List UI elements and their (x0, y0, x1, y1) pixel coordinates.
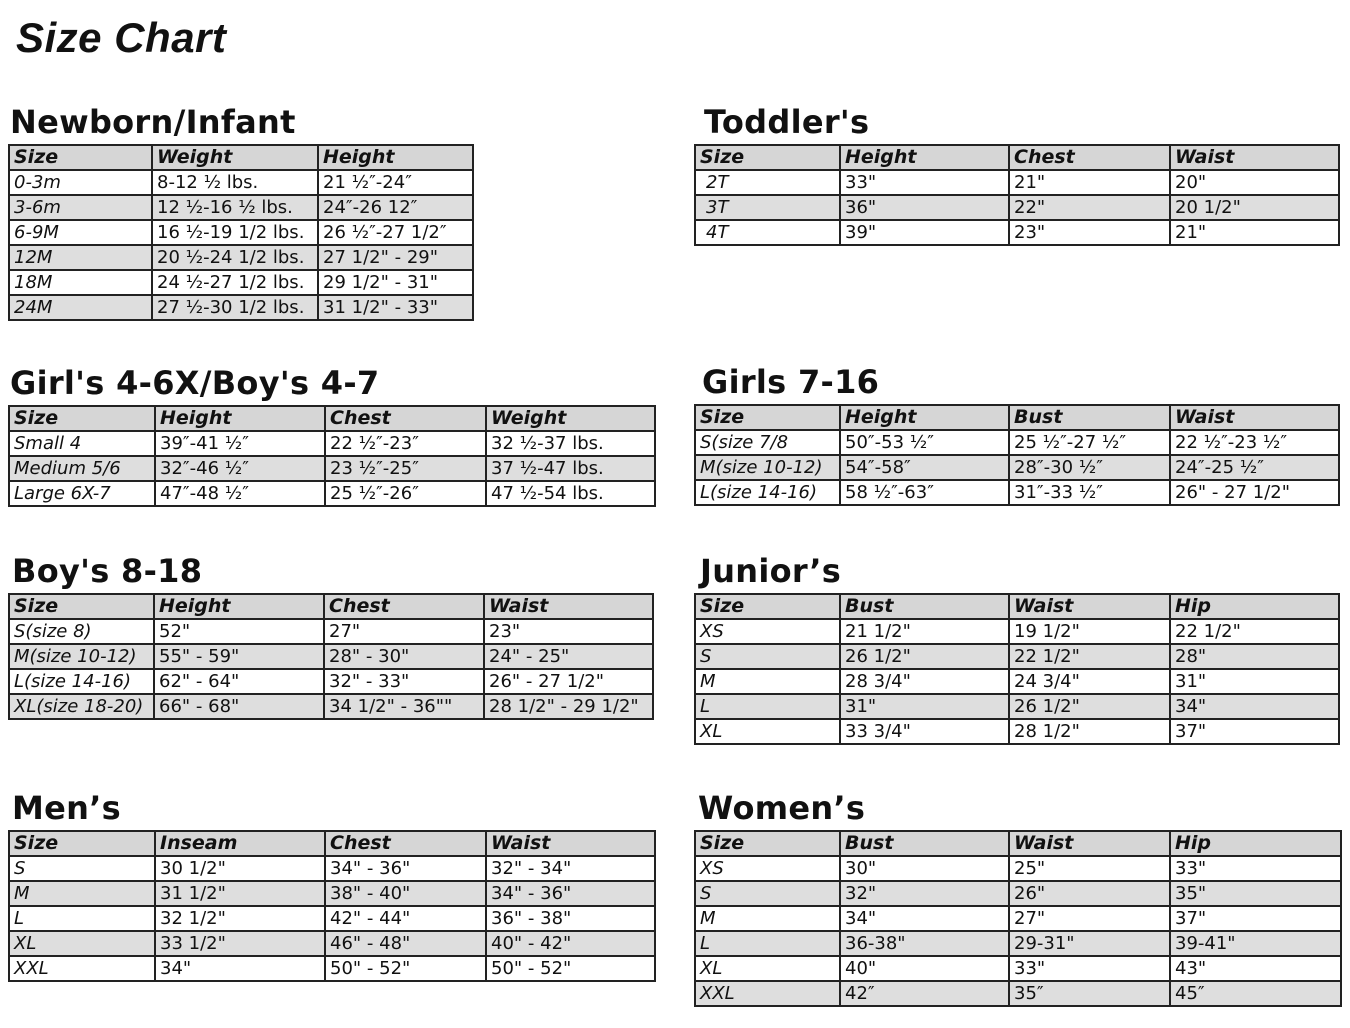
value-cell: 52" (154, 619, 324, 644)
value-cell: 38" - 40" (325, 881, 486, 906)
table-row (9, 856, 655, 881)
value-cell: 36" - 38" (486, 906, 655, 931)
size-cell: S (695, 644, 840, 669)
value-cell: 27 1/2" - 29" (318, 245, 473, 270)
table-row (695, 220, 1339, 245)
column-header: Height (154, 594, 324, 619)
value-cell: 25 ½″-27 ½″ (1009, 430, 1170, 455)
size-cell: 0-3m (9, 170, 152, 195)
size-cell: M (695, 906, 840, 931)
section-heading: Girls 7-16 (702, 363, 880, 401)
column-header: Inseam (155, 831, 325, 856)
table-row (695, 856, 1341, 881)
column-header: Waist (1170, 145, 1339, 170)
size-cell: M (9, 881, 155, 906)
column-header: Bust (840, 831, 1009, 856)
size-cell: L(size 14-16) (695, 480, 840, 505)
size-cell: XS (695, 619, 840, 644)
size-cell: S(size 7/8 (695, 430, 840, 455)
value-cell: 62" - 64" (154, 669, 324, 694)
value-cell: 29 1/2" - 31" (318, 270, 473, 295)
column-header: Size (9, 145, 152, 170)
column-header: Waist (1009, 831, 1170, 856)
table-row (9, 931, 655, 956)
value-cell: 34 1/2" - 36"" (324, 694, 484, 719)
size-cell: 6-9M (9, 220, 152, 245)
size-table (694, 404, 1340, 506)
section-heading: Junior’s (700, 552, 842, 590)
value-cell: 22 1/2" (1170, 619, 1339, 644)
size-table (694, 830, 1342, 1007)
value-cell: 42" - 44" (325, 906, 486, 931)
column-header: Size (9, 406, 155, 431)
column-header: Waist (486, 831, 655, 856)
value-cell: 32″-46 ½″ (155, 456, 325, 481)
column-header: Size (695, 145, 840, 170)
value-cell: 22 1/2" (1009, 644, 1170, 669)
table-row (695, 480, 1339, 505)
size-cell: 24M (9, 295, 152, 320)
column-header: Height (840, 145, 1009, 170)
value-cell: 33 1/2" (155, 931, 325, 956)
value-cell: 23 ½″-25″ (325, 456, 486, 481)
table-row (695, 644, 1339, 669)
table-row (695, 669, 1339, 694)
value-cell: 33" (1009, 956, 1170, 981)
value-cell: 20" (1170, 170, 1339, 195)
value-cell: 31" (840, 694, 1009, 719)
size-cell: M(size 10-12) (9, 644, 154, 669)
section-juniors (694, 553, 1340, 745)
value-cell: 23" (1009, 220, 1170, 245)
section-heading: Girl's 4-6X/Boy's 4-7 (10, 364, 380, 402)
value-cell: 35" (1170, 881, 1341, 906)
size-table (694, 144, 1340, 246)
value-cell: 22" (1009, 195, 1170, 220)
value-cell: 28 3/4" (840, 669, 1009, 694)
value-cell: 21" (1170, 220, 1339, 245)
value-cell: 26" - 27 1/2" (484, 669, 653, 694)
column-header: Bust (840, 594, 1009, 619)
value-cell: 46" - 48" (325, 931, 486, 956)
table-row (9, 881, 655, 906)
column-header: Weight (152, 145, 318, 170)
value-cell: 45″ (1170, 981, 1341, 1006)
table-header-row (695, 831, 1341, 856)
value-cell: 40" (840, 956, 1009, 981)
column-header: Size (695, 405, 840, 430)
value-cell: 33" (1170, 856, 1341, 881)
value-cell: 24″-26 12″ (318, 195, 473, 220)
value-cell: 34" (1170, 694, 1339, 719)
value-cell: 32" - 34" (486, 856, 655, 881)
table-row (9, 456, 655, 481)
value-cell: 26" (1009, 881, 1170, 906)
column-header: Waist (1170, 405, 1339, 430)
size-cell: 2T (695, 170, 840, 195)
value-cell: 21" (1009, 170, 1170, 195)
size-table (694, 593, 1340, 745)
size-table (8, 405, 656, 507)
size-cell: S(size 8) (9, 619, 154, 644)
page-title: Size Chart (16, 14, 227, 61)
table-row (695, 195, 1339, 220)
table-row (9, 220, 473, 245)
section-heading: Newborn/Infant (10, 103, 296, 141)
size-cell: M(size 10-12) (695, 455, 840, 480)
value-cell: 20 1/2" (1170, 195, 1339, 220)
table-header-row (695, 594, 1339, 619)
value-cell: 27 ½-30 1/2 lbs. (152, 295, 318, 320)
section-heading: Men’s (12, 789, 122, 827)
value-cell: 28" (1170, 644, 1339, 669)
size-cell: L(size 14-16) (9, 669, 154, 694)
value-cell: 54″-58″ (840, 455, 1009, 480)
value-cell: 30" (840, 856, 1009, 881)
table-row (695, 430, 1339, 455)
size-cell: S (695, 881, 840, 906)
column-header: Size (9, 831, 155, 856)
column-header: Waist (1009, 594, 1170, 619)
value-cell: 26" - 27 1/2" (1170, 480, 1339, 505)
column-header: Chest (325, 831, 486, 856)
size-cell: L (9, 906, 155, 931)
value-cell: 34" - 36" (325, 856, 486, 881)
size-cell: XL (695, 956, 840, 981)
table-row (9, 619, 653, 644)
size-cell: XXL (695, 981, 840, 1006)
table-row (695, 981, 1341, 1006)
table-row (695, 694, 1339, 719)
value-cell: 25" (1009, 856, 1170, 881)
value-cell: 34" (155, 956, 325, 981)
value-cell: 22 ½″-23″ (325, 431, 486, 456)
value-cell: 32 ½-37 lbs. (486, 431, 655, 456)
column-header: Size (9, 594, 154, 619)
section-toddlers (694, 104, 1340, 246)
size-cell: XS (695, 856, 840, 881)
value-cell: 39" (840, 220, 1009, 245)
value-cell: 39″-41 ½″ (155, 431, 325, 456)
value-cell: 37" (1170, 906, 1341, 931)
value-cell: 24 ½-27 1/2 lbs. (152, 270, 318, 295)
table-row (695, 956, 1341, 981)
value-cell: 8-12 ½ lbs. (152, 170, 318, 195)
table-row (695, 881, 1341, 906)
table-row (9, 295, 473, 320)
table-row (695, 619, 1339, 644)
value-cell: 34" (840, 906, 1009, 931)
size-cell: XL (695, 719, 840, 744)
value-cell: 37" (1170, 719, 1339, 744)
value-cell: 28 1/2" - 29 1/2" (484, 694, 653, 719)
column-header: Chest (325, 406, 486, 431)
value-cell: 22 ½″-23 ½″ (1170, 430, 1339, 455)
column-header: Hip (1170, 594, 1339, 619)
column-header: Hip (1170, 831, 1341, 856)
value-cell: 58 ½″-63″ (840, 480, 1009, 505)
value-cell: 36-38" (840, 931, 1009, 956)
column-header: Bust (1009, 405, 1170, 430)
table-row (695, 455, 1339, 480)
size-cell: 18M (9, 270, 152, 295)
column-header: Chest (324, 594, 484, 619)
table-row (9, 195, 473, 220)
value-cell: 50″-53 ½″ (840, 430, 1009, 455)
value-cell: 28″-30 ½″ (1009, 455, 1170, 480)
size-cell: XXL (9, 956, 155, 981)
section-boys-8-18 (8, 553, 654, 720)
value-cell: 33 3/4" (840, 719, 1009, 744)
table-header-row (695, 145, 1339, 170)
section-womens (694, 790, 1342, 1007)
column-header: Height (840, 405, 1009, 430)
table-row (9, 906, 655, 931)
value-cell: 39-41" (1170, 931, 1341, 956)
value-cell: 24 3/4" (1009, 669, 1170, 694)
size-cell: Large 6X-7 (9, 481, 155, 506)
value-cell: 43" (1170, 956, 1341, 981)
value-cell: 35″ (1009, 981, 1170, 1006)
value-cell: 29-31" (1009, 931, 1170, 956)
value-cell: 50" - 52" (486, 956, 655, 981)
column-header: Weight (486, 406, 655, 431)
value-cell: 26 1/2" (840, 644, 1009, 669)
value-cell: 50" - 52" (325, 956, 486, 981)
column-header: Size (695, 594, 840, 619)
table-header-row (9, 145, 473, 170)
value-cell: 28" - 30" (324, 644, 484, 669)
size-cell: M (695, 669, 840, 694)
size-table (8, 144, 474, 321)
size-cell: L (695, 931, 840, 956)
table-row (9, 245, 473, 270)
size-table (8, 830, 656, 982)
section-mens (8, 790, 656, 982)
size-cell: 12M (9, 245, 152, 270)
value-cell: 27" (324, 619, 484, 644)
table-header-row (695, 405, 1339, 430)
value-cell: 24″-25 ½″ (1170, 455, 1339, 480)
value-cell: 21 1/2" (840, 619, 1009, 644)
table-header-row (9, 406, 655, 431)
size-table (8, 593, 654, 720)
size-cell: 3T (695, 195, 840, 220)
value-cell: 32" (840, 881, 1009, 906)
size-cell: XL(size 18-20) (9, 694, 154, 719)
size-cell: 3-6m (9, 195, 152, 220)
column-header: Height (155, 406, 325, 431)
value-cell: 36" (840, 195, 1009, 220)
table-row (9, 644, 653, 669)
value-cell: 55" - 59" (154, 644, 324, 669)
value-cell: 19 1/2" (1009, 619, 1170, 644)
table-row (695, 906, 1341, 931)
value-cell: 31" (1170, 669, 1339, 694)
size-cell: 4T (695, 220, 840, 245)
value-cell: 32" - 33" (324, 669, 484, 694)
table-row (695, 931, 1341, 956)
value-cell: 31 1/2" - 33" (318, 295, 473, 320)
section-heading: Toddler's (704, 103, 870, 141)
value-cell: 47 ½-54 lbs. (486, 481, 655, 506)
value-cell: 30 1/2" (155, 856, 325, 881)
value-cell: 28 1/2" (1009, 719, 1170, 744)
value-cell: 21 ½″-24″ (318, 170, 473, 195)
table-header-row (9, 831, 655, 856)
value-cell: 37 ½-47 lbs. (486, 456, 655, 481)
value-cell: 16 ½-19 1/2 lbs. (152, 220, 318, 245)
value-cell: 31″-33 ½″ (1009, 480, 1170, 505)
table-row (695, 170, 1339, 195)
value-cell: 32 1/2" (155, 906, 325, 931)
value-cell: 23" (484, 619, 653, 644)
column-header: Height (318, 145, 473, 170)
section-heading: Women’s (698, 789, 866, 827)
size-cell: Small 4 (9, 431, 155, 456)
table-row (9, 170, 473, 195)
table-row (9, 481, 655, 506)
size-cell: XL (9, 931, 155, 956)
value-cell: 24" - 25" (484, 644, 653, 669)
value-cell: 47″-48 ½″ (155, 481, 325, 506)
column-header: Size (695, 831, 840, 856)
value-cell: 31 1/2" (155, 881, 325, 906)
size-cell: S (9, 856, 155, 881)
size-cell: Medium 5/6 (9, 456, 155, 481)
section-girls-7-16 (694, 364, 1340, 506)
value-cell: 26 ½″-27 1/2″ (318, 220, 473, 245)
table-row (9, 956, 655, 981)
section-newborn-infant (8, 104, 474, 321)
table-row (9, 669, 653, 694)
value-cell: 26 1/2" (1009, 694, 1170, 719)
value-cell: 12 ½-16 ½ lbs. (152, 195, 318, 220)
table-row (9, 694, 653, 719)
value-cell: 20 ½-24 1/2 lbs. (152, 245, 318, 270)
section-heading: Boy's 8-18 (12, 552, 203, 590)
value-cell: 42″ (840, 981, 1009, 1006)
value-cell: 27" (1009, 906, 1170, 931)
table-row (695, 719, 1339, 744)
value-cell: 40" - 42" (486, 931, 655, 956)
section-girls-4-6x-boys-4-7 (8, 365, 656, 507)
value-cell: 25 ½″-26″ (325, 481, 486, 506)
column-header: Waist (484, 594, 653, 619)
table-row (9, 431, 655, 456)
table-row (9, 270, 473, 295)
value-cell: 33" (840, 170, 1009, 195)
value-cell: 34" - 36" (486, 881, 655, 906)
table-header-row (9, 594, 653, 619)
value-cell: 66" - 68" (154, 694, 324, 719)
size-cell: L (695, 694, 840, 719)
column-header: Chest (1009, 145, 1170, 170)
